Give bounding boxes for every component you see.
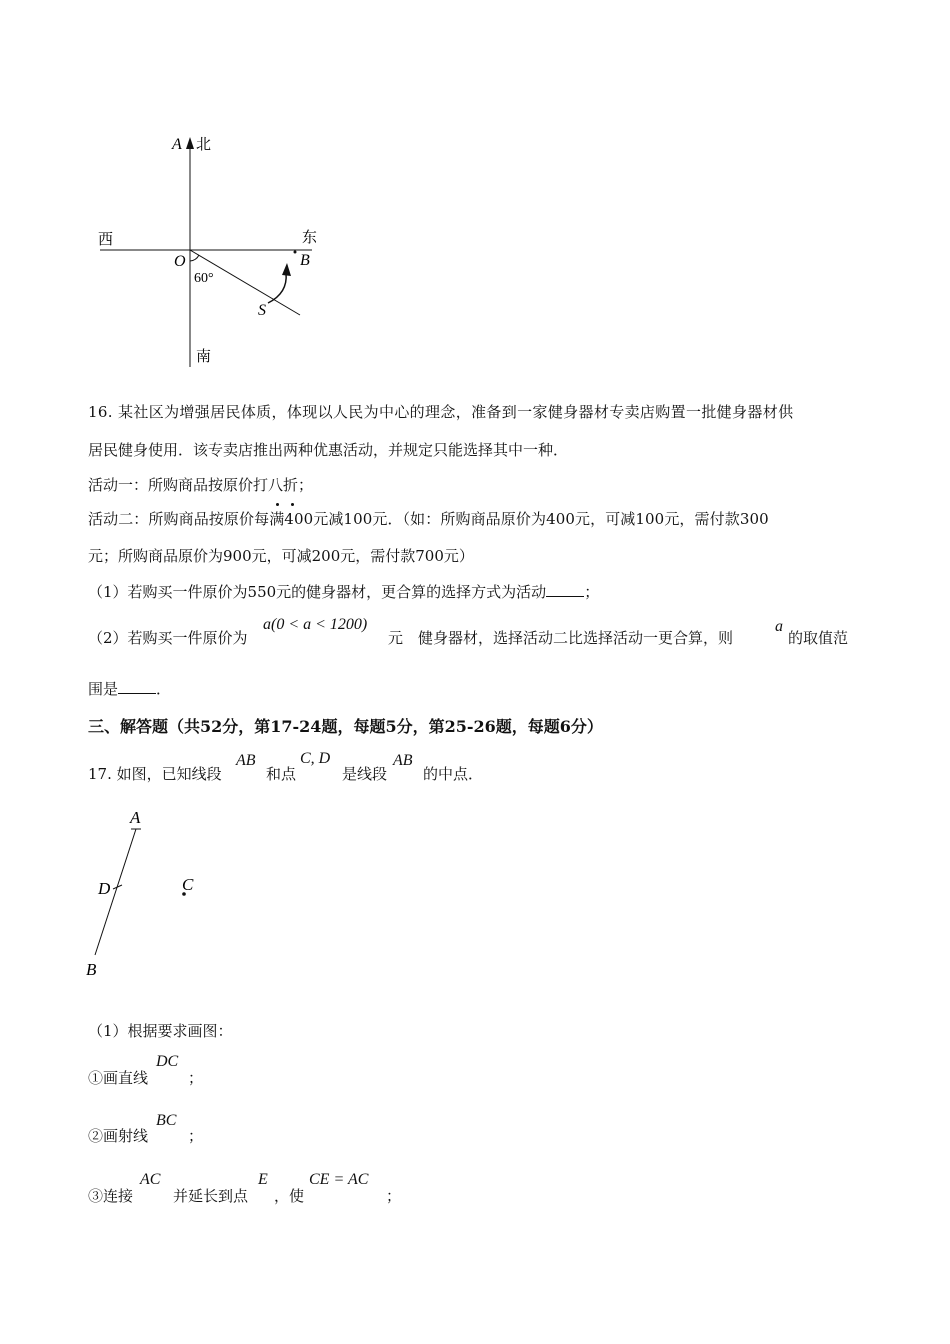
q17-item3-post: ； [386, 1187, 402, 1205]
emphasis-dot [276, 503, 279, 506]
label-angle: 60° [194, 271, 214, 286]
answer-blank[interactable] [546, 582, 584, 597]
q16-line2: 居民健身使用．该专卖店推出两种优惠活动，并规定只能选择其中一种． [88, 441, 569, 459]
q17-item1-pre: ①画直线 [88, 1069, 149, 1087]
segment-figure [78, 805, 218, 985]
q17-pre: 17. 如图，已知线段 [88, 765, 222, 783]
q17-item3-mid2: ，使 [274, 1187, 305, 1205]
q16-activity1: 活动一：所购商品按原价打八折； [88, 476, 314, 494]
north-arrowhead [186, 137, 194, 149]
q17-post: 的中点． [423, 765, 484, 783]
q17-item3-math1: AC [140, 1171, 161, 1188]
q16-part2-end: ． [156, 680, 172, 698]
angle-arc [190, 255, 199, 261]
q16-part2-math: a(0 < a < 1200) [263, 616, 368, 633]
label-b: B [300, 252, 310, 269]
q17-item3-math3: CE = AC [309, 1171, 369, 1188]
label-d: D [98, 879, 111, 898]
label-s: S [258, 302, 266, 319]
label-a: A [172, 136, 182, 153]
point-b-dot [294, 251, 297, 254]
label-south: 南 [196, 349, 212, 365]
q17-ab1: AB [236, 752, 256, 769]
q16-part1-end: ； [584, 583, 600, 601]
q17-cd: C, D [300, 750, 331, 767]
q17-ab2: AB [393, 752, 413, 769]
rotation-arrow [268, 273, 286, 303]
q17-item1-math: DC [156, 1053, 179, 1070]
q16-activity2-cont: 元；所购商品原价为900元，可减200元，需付款700元） [88, 547, 474, 565]
q17-mid2: 是线段 [342, 765, 388, 783]
label-east: 东 [302, 230, 318, 246]
answer-blank[interactable] [118, 679, 156, 694]
q17-item2-math: BC [156, 1112, 177, 1129]
q16-line1: 16. 某社区为增强居民体质，体现以人民为中心的理念，准备到一家健身器材专卖店购置一批健身器材供 [88, 403, 794, 421]
q17-item3-mid: 并延长到点 [173, 1187, 249, 1205]
q16-part2-var: a [775, 618, 783, 635]
q16-part2-line2-text: 围是 [88, 680, 119, 698]
q16-part1-text: （1）若购买一件原价为550元的健身器材，更合算的选择方式为活动 [88, 583, 547, 601]
q16-part1 [88, 582, 599, 602]
label-west: 西 [98, 232, 114, 248]
section3-heading: 三、解答题（共52分，第17-24题，每题5分，第25-26题，每题6分） [88, 717, 603, 736]
q16-activity2: 活动二：所购商品按原价每满400元减100元．（如：所购商品原价为400元，可减100元，需付款300 [88, 510, 769, 528]
q17-item2-pre: ②画射线 [88, 1127, 149, 1145]
q16-part2-line2 [88, 679, 171, 699]
q17-item3-math2: E [258, 1171, 268, 1188]
emphasis-dot [291, 503, 294, 506]
label-c: C [182, 875, 194, 894]
q17-mid1: 和点 [266, 765, 297, 783]
q16-part2-pre: （2）若购买一件原价为 [88, 629, 248, 647]
q16-part2-post: 的取值范 [788, 629, 849, 647]
q17-item1-post: ； [188, 1069, 204, 1087]
label-o: O [174, 253, 186, 270]
rotation-arrowhead [282, 263, 291, 276]
q16-part2-mid: 元 健身器材，选择活动二比选择活动一更合算，则 [388, 629, 734, 647]
label-a: A [130, 808, 141, 827]
q17-item2-post: ； [188, 1127, 204, 1145]
q17-sub1: （1）根据要求画图： [88, 1022, 233, 1040]
q17-item3-pre: ③连接 [88, 1187, 134, 1205]
compass-figure [90, 125, 330, 375]
label-b: B [86, 960, 97, 979]
label-north: 北 [196, 137, 212, 153]
